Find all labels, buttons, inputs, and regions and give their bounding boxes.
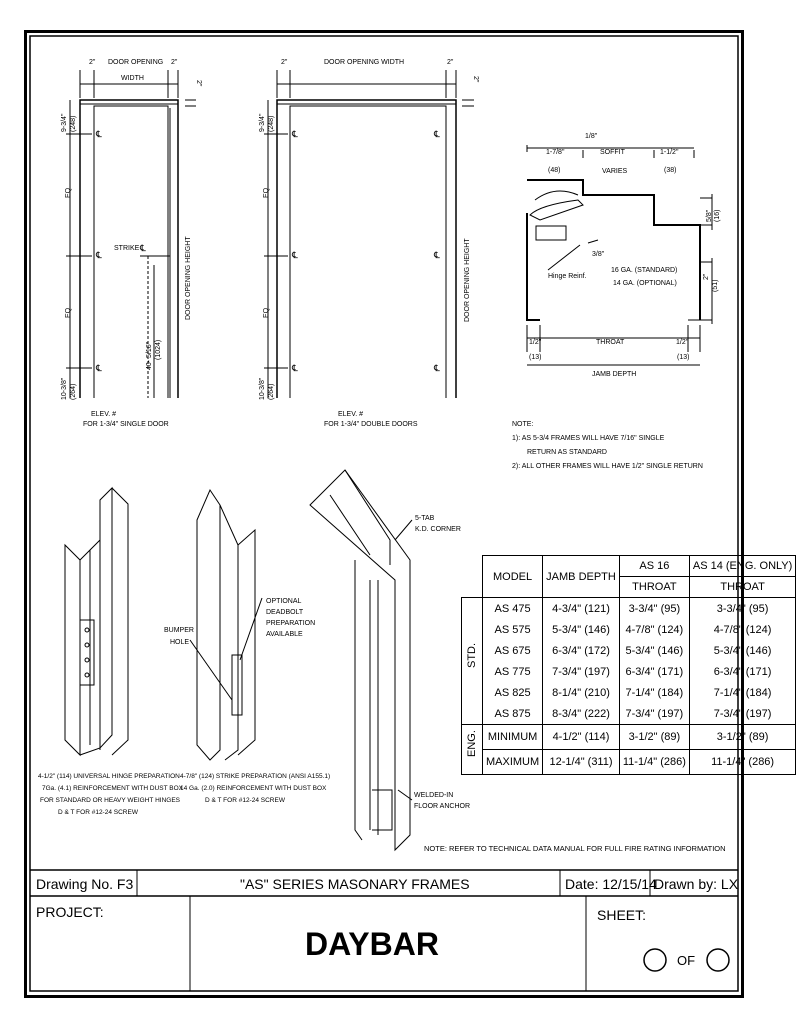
table-cell: AS 675 xyxy=(483,640,543,661)
table-row xyxy=(462,640,796,661)
dim-label: 10-3/8" xyxy=(259,377,266,400)
elevation-caption: ELEV. # xyxy=(338,411,364,418)
note-line: 2): ALL OTHER FRAMES WILL HAVE 1/2" SINGLE RETURN xyxy=(512,463,703,470)
strike-jamb-iso xyxy=(190,490,262,760)
table-row xyxy=(462,750,796,775)
centerline-mark: ℄ xyxy=(96,250,102,260)
frame-section xyxy=(527,145,712,365)
strike-prep-note: D & T FOR #12-24 SCREW xyxy=(205,797,285,804)
dim-label: 3/8" xyxy=(592,251,605,258)
dim-label: (264) xyxy=(268,383,275,400)
table-cell: 3-1/2" (89) xyxy=(619,725,689,750)
hinge-prep-note: FOR STANDARD OR HEAVY WEIGHT HINGES xyxy=(40,797,181,804)
header-as14: AS 14 (ENG. ONLY) xyxy=(689,556,795,577)
dim-label: 2" xyxy=(89,59,96,66)
dim-label: 14 GA. (OPTIONAL) xyxy=(613,280,677,287)
anchor-label: FLOOR ANCHOR xyxy=(414,803,471,810)
table-cell: AS 825 xyxy=(483,682,543,703)
dim-label: (51) xyxy=(712,279,719,292)
strike-prep-note: 4-7/8" (124) STRIKE PREPARATION (ANSI A155.1) xyxy=(180,773,331,780)
hinge-jamb-iso xyxy=(65,488,128,755)
elevation-caption: FOR 1-3/4" DOUBLE DOORS xyxy=(324,421,418,428)
header-model: MODEL xyxy=(483,556,543,598)
sheet-number-circle[interactable] xyxy=(644,949,666,971)
strike-label: STRIKE xyxy=(114,245,140,252)
table-row xyxy=(462,682,796,703)
dim-label: (48) xyxy=(548,167,561,174)
sheet-label: SHEET: xyxy=(597,907,647,923)
dim-label: (248) xyxy=(70,115,77,132)
table-cell: 4-7/8" (124) xyxy=(689,619,795,640)
dim-label: 1/2" xyxy=(676,339,689,346)
dim-label: 2" xyxy=(703,273,710,280)
deadbolt-label: DEADBOLT xyxy=(266,609,304,616)
elevation-caption: ELEV. # xyxy=(91,411,117,418)
dim-label: (248) xyxy=(268,115,275,132)
table-cell: 4-3/4" (121) xyxy=(543,598,620,620)
corner-label: K.D. CORNER xyxy=(415,526,461,533)
drawing-number: Drawing No. F3 xyxy=(36,876,134,892)
dim-label: EQ xyxy=(65,187,72,198)
sheet-total-circle[interactable] xyxy=(707,949,729,971)
drawn-by: Drawn by: LX xyxy=(654,876,739,892)
dim-label: SOFFIT xyxy=(600,149,625,156)
of-label: OF xyxy=(677,953,696,968)
dim-label: 9-3/4" xyxy=(61,113,68,132)
note-line: NOTE: xyxy=(512,421,534,428)
table-cell: 7-1/4" (184) xyxy=(689,682,795,703)
dim-label: 1-7/8" xyxy=(546,149,565,156)
dim-label: 1/8" xyxy=(585,133,598,140)
drawing-title: "AS" SERIES MASONARY FRAMES xyxy=(240,876,470,892)
table-cell: AS 875 xyxy=(483,703,543,725)
dim-label: (1024) xyxy=(155,339,162,360)
table-cell: 3-1/2" (89) xyxy=(689,725,795,750)
elevation-caption: FOR 1-3/4" SINGLE DOOR xyxy=(83,421,169,428)
table-cell: 12-1/4" (311) xyxy=(543,750,620,775)
std-rows xyxy=(462,598,796,725)
bumper-hole-label: HOLE xyxy=(170,639,190,646)
header-throat: THROAT xyxy=(619,577,689,598)
dim-label: JAMB DEPTH xyxy=(592,371,637,378)
table-cell: 11-1/4" (286) xyxy=(619,750,689,775)
table-cell: 11-1/4" (286) xyxy=(689,750,795,775)
centerline-mark: ℄ xyxy=(434,250,440,260)
table-cell: 7-3/4" (197) xyxy=(689,703,795,725)
dim-label: 2" xyxy=(171,59,178,66)
hinge-prep-note: 7Ga. (4.1) REINFORCEMENT WITH DUST BOX xyxy=(42,785,183,792)
table-cell: 5-3/4" (146) xyxy=(543,619,620,640)
dim-label: (264) xyxy=(70,383,77,400)
dim-label: 2" xyxy=(281,59,288,66)
corner-label: 5-TAB xyxy=(415,515,435,522)
table-corner xyxy=(462,556,483,598)
table-cell: 4-1/2" (114) xyxy=(543,725,620,750)
table-cell: AS 475 xyxy=(483,598,543,620)
group-label: STD. xyxy=(462,598,483,725)
header-throat: THROAT xyxy=(689,577,795,598)
table-cell: 5-3/4" (146) xyxy=(689,640,795,661)
centerline-mark: ℄ xyxy=(292,363,298,373)
table-cell: 6-3/4" (171) xyxy=(619,661,689,682)
centerline-mark: ℄ xyxy=(96,129,102,139)
header-jamb-depth: JAMB DEPTH xyxy=(543,556,620,598)
anchor-label: WELDED-IN xyxy=(414,792,454,799)
strike-prep-note: 14 Ga. (2.0) REINFORCEMENT WITH DUST BOX xyxy=(180,785,327,792)
fire-rating-note: NOTE: REFER TO TECHNICAL DATA MANUAL FOR FULL FIRE RATING INFORMATION xyxy=(424,844,726,853)
project-label: PROJECT: xyxy=(36,904,104,920)
elevation-left-frame xyxy=(66,70,196,398)
deadbolt-label: PREPARATION xyxy=(266,620,316,627)
centerline-mark: ℄ xyxy=(96,363,102,373)
dim-label: EQ xyxy=(263,187,270,198)
table-cell: AS 775 xyxy=(483,661,543,682)
table-cell: 4-7/8" (124) xyxy=(619,619,689,640)
dim-label: DOOR OPENING WIDTH xyxy=(324,59,405,66)
table-cell: MAXIMUM xyxy=(483,750,543,775)
table-row xyxy=(462,725,796,750)
dim-label: 2" xyxy=(472,76,479,83)
height-label: DOOR OPENING HEIGHT xyxy=(464,238,471,322)
centerline-mark: ℄ xyxy=(434,129,440,139)
centerline-mark: ℄ xyxy=(292,129,298,139)
table-row xyxy=(462,619,796,640)
note-line: 1): AS 5-3/4 FRAMES WILL HAVE 7/16" SINGLE xyxy=(512,435,665,442)
dim-label: 5/8" xyxy=(706,209,713,222)
drawing-date: Date: 12/15/14 xyxy=(565,876,657,892)
frame-iso xyxy=(310,470,412,850)
dim-label: EQ xyxy=(65,307,72,318)
hinge-prep-note: 4-1/2" (114) UNIVERSAL HINGE PREPARATION xyxy=(38,773,180,780)
dim-label: 1/2" xyxy=(529,339,542,346)
dim-label: 16 GA. (STANDARD) xyxy=(611,267,678,274)
frame-spec-table xyxy=(461,555,796,775)
height-label: DOOR OPENING HEIGHT xyxy=(185,236,192,320)
note-line: RETURN AS STANDARD xyxy=(527,449,607,456)
dim-label: (16) xyxy=(714,209,721,222)
dim-label: 2" xyxy=(195,80,202,87)
deadbolt-label: AVAILABLE xyxy=(266,631,303,638)
deadbolt-label: OPTIONAL xyxy=(266,598,302,605)
dim-label: (13) xyxy=(677,354,690,361)
dim-label: 9-3/4" xyxy=(259,113,266,132)
table-cell: 7-1/4" (184) xyxy=(619,682,689,703)
table-cell: 3-3/4" (95) xyxy=(619,598,689,620)
bumper-hole-label: BUMPER xyxy=(164,627,194,634)
centerline-mark: ℄ xyxy=(292,250,298,260)
hinge-prep-note: D & T FOR #12-24 SCREW xyxy=(58,809,138,816)
table-cell: 3-3/4" (95) xyxy=(689,598,795,620)
dim-label: Hinge Reinf. xyxy=(548,273,587,280)
dim-label: (38) xyxy=(664,167,677,174)
table-cell: 6-3/4" (172) xyxy=(543,640,620,661)
table-cell: 8-3/4" (222) xyxy=(543,703,620,725)
dim-label: VARIES xyxy=(602,168,628,175)
table-cell: 7-3/4" (197) xyxy=(619,703,689,725)
daybar-logo: DAYBAR xyxy=(305,926,439,962)
table-row xyxy=(462,661,796,682)
table-cell: 5-3/4" (146) xyxy=(619,640,689,661)
dim-label: (13) xyxy=(529,354,542,361)
centerline-mark: ℄ xyxy=(140,243,146,253)
dim-label: WIDTH xyxy=(121,75,144,82)
dim-label: DOOR OPENING xyxy=(108,59,164,66)
dim-label: 40- 5/16" xyxy=(146,341,153,370)
centerline-mark: ℄ xyxy=(434,363,440,373)
table-cell: MINIMUM xyxy=(483,725,543,750)
table-row xyxy=(462,703,796,725)
dim-label: THROAT xyxy=(596,339,625,346)
dim-label: 10-3/8" xyxy=(61,377,68,400)
table-cell: 8-1/4" (210) xyxy=(543,682,620,703)
table-row xyxy=(462,598,796,620)
dim-label: 1-1/2" xyxy=(660,149,679,156)
table-cell: 7-3/4" (197) xyxy=(543,661,620,682)
table-cell: 6-3/4" (171) xyxy=(689,661,795,682)
elevation-right-frame xyxy=(264,70,474,398)
dim-label: EQ xyxy=(263,307,270,318)
eng-rows xyxy=(462,725,796,775)
group-label: ENG. xyxy=(462,725,483,775)
table-cell: AS 575 xyxy=(483,619,543,640)
header-as16: AS 16 xyxy=(619,556,689,577)
dim-label: 2" xyxy=(447,59,454,66)
